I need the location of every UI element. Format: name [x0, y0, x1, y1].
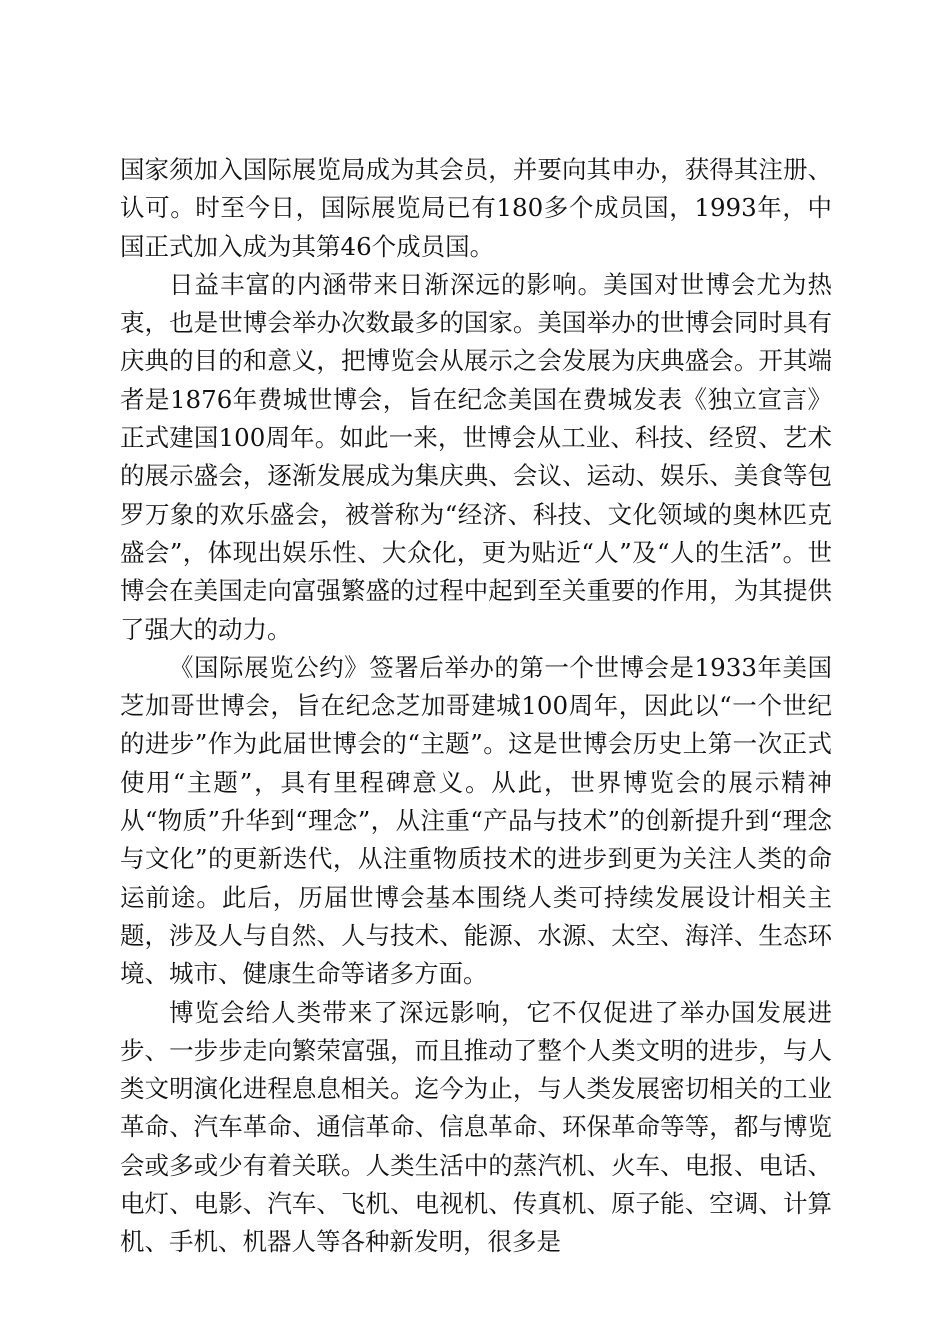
paragraph: 博览会给人类带来了深远影响，它不仅促进了举办国发展进步、一步步走向繁荣富强，而且推动了整个人类文明的进步，与人类文明演化进程息息相关。迄今为止，与人类发展密切相关的工业革命、汽车革命、通信革命、信息革命、环保革命等等，都与博览会或多或少有着关联。人类生活中的蒸汽机、火车、电报、电话、电灯、电影、汽车、飞机、电视机、传真机、原子能、空调、计算机、手机、机器人等各种新发明，很多是	[120, 997, 832, 1257]
paragraph: 日益丰富的内涵带来日渐深远的影响。美国对世博会尤为热衷，也是世博会举办次数最多的国家。美国举办的世博会同时具有庆典的目的和意义，把博览会从展示之会发展为庆典盛会。开其端者是1876年费城世博会，旨在纪念美国在费城发表《独立宣言》正式建国100周年。如此一来，世博会从工业、科技、经贸、艺术的展示盛会，逐渐发展成为集庆典、会议、运动、娱乐、美食等包罗万象的欢乐盛会，被誉称为“经济、科技、文化领域的奥林匹克盛会”，体现出娱乐性、大众化，更为贴近“人”及“人的生活”。世博会在美国走向富强繁盛的过程中起到至关重要的作用，为其提供了强大的动力。	[120, 269, 832, 644]
paragraph: 《国际展览公约》签署后举办的第一个世博会是1933年美国芝加哥世博会，旨在纪念芝加哥建城100周年，因此以“一个世纪的进步”作为此届世博会的“主题”。这是世博会历史上第一次正式使用“主题”，具有里程碑意义。从此，世界博览会的展示精神从“物质”升华到“理念”，从注重“产品与技术”的创新提升到“理念与文化”的更新迭代，从注重物质技术的进步到更为关注人类的命运前途。此后，历届世博会基本围绕人类可持续发展设计相关主题，涉及人与自然、人与技术、能源、水源、太空、海洋、生态环境、城市、健康生命等诸多方面。	[120, 652, 832, 989]
paragraph-continued: 国家须加入国际展览局成为其会员，并要向其申办，获得其注册、认可。时至今日，国际展览局已有180多个成员国，1993年，中国正式加入成为其第46个成员国。	[120, 155, 832, 261]
body-text	[120, 151, 832, 1262]
